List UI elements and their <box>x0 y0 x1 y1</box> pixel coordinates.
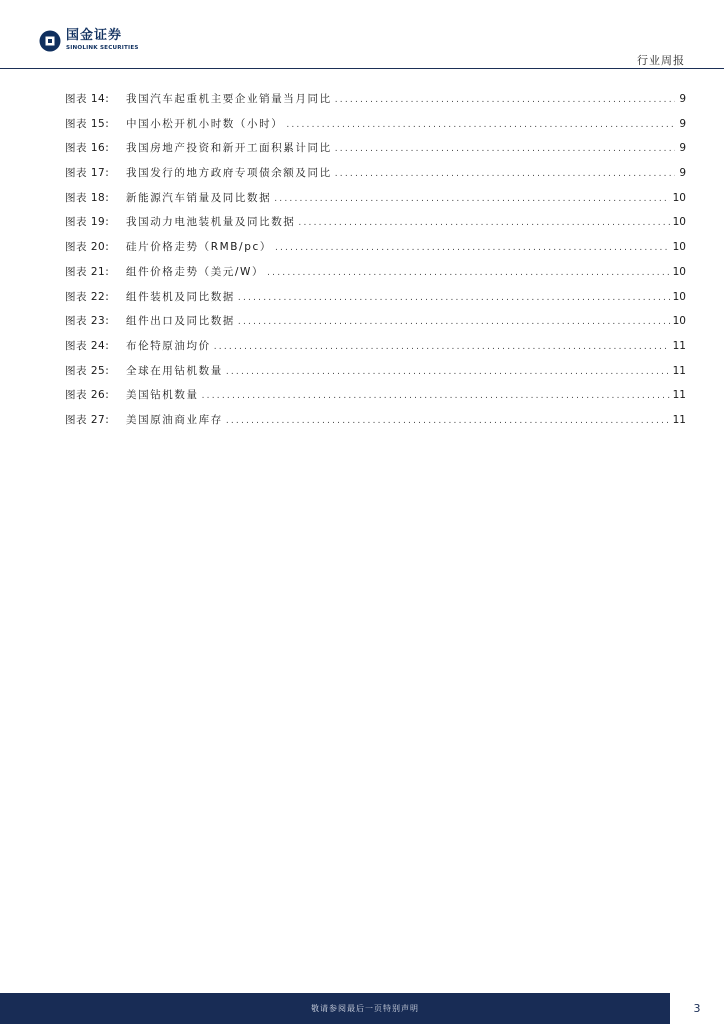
dot-leader <box>238 291 670 305</box>
dot-leader <box>335 142 675 156</box>
logo-chinese-name: 国金证券 <box>66 28 123 43</box>
toc-entry-title: 我国发行的地方政府专项债余额及同比 <box>126 167 332 180</box>
toc-entry-label: 图表 15: <box>65 117 110 130</box>
page-footer <box>0 993 670 1024</box>
toc-entry[interactable] <box>65 117 686 142</box>
dot-leader <box>274 192 669 206</box>
dot-leader <box>214 340 670 354</box>
figure-index <box>65 92 686 438</box>
toc-entry-page: 11 <box>672 339 686 352</box>
toc-entry[interactable] <box>65 215 686 240</box>
toc-entry-title: 我国汽车起重机主要企业销量当月同比 <box>126 93 332 105</box>
dot-leader <box>286 118 675 132</box>
dot-leader <box>275 241 670 255</box>
toc-entry[interactable] <box>65 290 686 315</box>
toc-entry-title: 美国原油商业库存 <box>126 413 223 426</box>
toc-entry-page: 10 <box>672 191 686 204</box>
toc-entry-page: 10 <box>672 315 686 328</box>
toc-entry[interactable] <box>65 92 686 117</box>
toc-entry[interactable] <box>65 166 686 191</box>
toc-entry-title: 布伦特原油均价 <box>126 339 211 352</box>
dot-leader <box>238 315 670 329</box>
toc-entry-page: 9 <box>679 167 686 180</box>
toc-entry-label: 图表 20: <box>65 241 110 254</box>
toc-entry-title: 组件装机及同比数据 <box>126 290 235 303</box>
toc-entry-label: 图表 17: <box>65 167 110 180</box>
toc-entry[interactable] <box>65 314 686 339</box>
toc-entry-title: 组件出口及同比数据 <box>126 315 235 328</box>
toc-entry-title: 新能源汽车销量及同比数据 <box>126 191 272 204</box>
toc-entry-title: 硅片价格走势（RMB/pc） <box>126 241 272 254</box>
toc-entry-title: 我国房地产投资和新开工面积累计同比 <box>126 142 332 155</box>
dot-leader <box>298 216 669 230</box>
dot-leader <box>335 167 675 181</box>
toc-entry[interactable] <box>65 265 686 290</box>
toc-entry-label: 图表 23: <box>65 315 110 328</box>
toc-entry[interactable] <box>65 413 686 438</box>
dot-leader <box>335 93 675 107</box>
footer-disclaimer: 敬请参阅最后一页特别声明 <box>311 1004 419 1013</box>
toc-entry[interactable] <box>65 141 686 166</box>
toc-entry-page: 10 <box>672 241 686 254</box>
company-logo <box>39 29 149 55</box>
toc-entry-label: 图表 25: <box>65 364 110 377</box>
dot-leader <box>226 365 670 379</box>
toc-entry-label: 图表 22: <box>65 290 110 303</box>
toc-entry[interactable] <box>65 191 686 216</box>
sinolink-logo-icon <box>39 30 61 52</box>
toc-entry-label: 图表 27: <box>65 413 110 426</box>
toc-entry-label: 图表 21: <box>65 265 110 278</box>
toc-entry-title: 美国钻机数量 <box>126 389 199 402</box>
toc-entry-title: 我国动力电池装机量及同比数据 <box>126 216 296 229</box>
page-header <box>0 0 724 70</box>
toc-entry-label: 图表 18: <box>65 191 110 204</box>
toc-entry-title: 全球在用钻机数量 <box>126 364 223 377</box>
toc-entry[interactable] <box>65 339 686 364</box>
toc-entry-page: 9 <box>679 142 686 155</box>
toc-entry-page: 9 <box>679 117 686 130</box>
logo-english-name: SINOLINK SECURITIES <box>66 45 139 51</box>
dot-leader <box>226 414 670 428</box>
toc-entry-label: 图表 16: <box>65 142 110 155</box>
toc-entry-label: 图表 19: <box>65 216 110 229</box>
toc-entry[interactable] <box>65 388 686 413</box>
dot-leader <box>202 389 670 403</box>
toc-entry-label: 图表 24: <box>65 339 110 352</box>
toc-entry-title: 组件价格走势（美元/W） <box>126 265 265 278</box>
report-type-label: 行业周报 <box>637 54 685 67</box>
toc-entry-page: 11 <box>672 364 686 377</box>
toc-entry-page: 10 <box>672 216 686 229</box>
header-divider <box>0 68 724 69</box>
toc-entry-title: 中国小松开机小时数（小时） <box>126 117 284 130</box>
page-number: 3 <box>693 1002 701 1015</box>
toc-entry-page: 11 <box>672 413 686 426</box>
toc-entry-page: 10 <box>672 265 686 278</box>
toc-entry-label: 图表 14: <box>65 93 110 105</box>
toc-entry-page: 9 <box>679 93 686 105</box>
toc-entry-label: 图表 26: <box>65 389 110 402</box>
toc-entry[interactable] <box>65 364 686 389</box>
dot-leader <box>267 266 670 280</box>
toc-entry-page: 11 <box>672 389 686 402</box>
toc-entry[interactable] <box>65 240 686 265</box>
toc-entry-page: 10 <box>672 290 686 303</box>
